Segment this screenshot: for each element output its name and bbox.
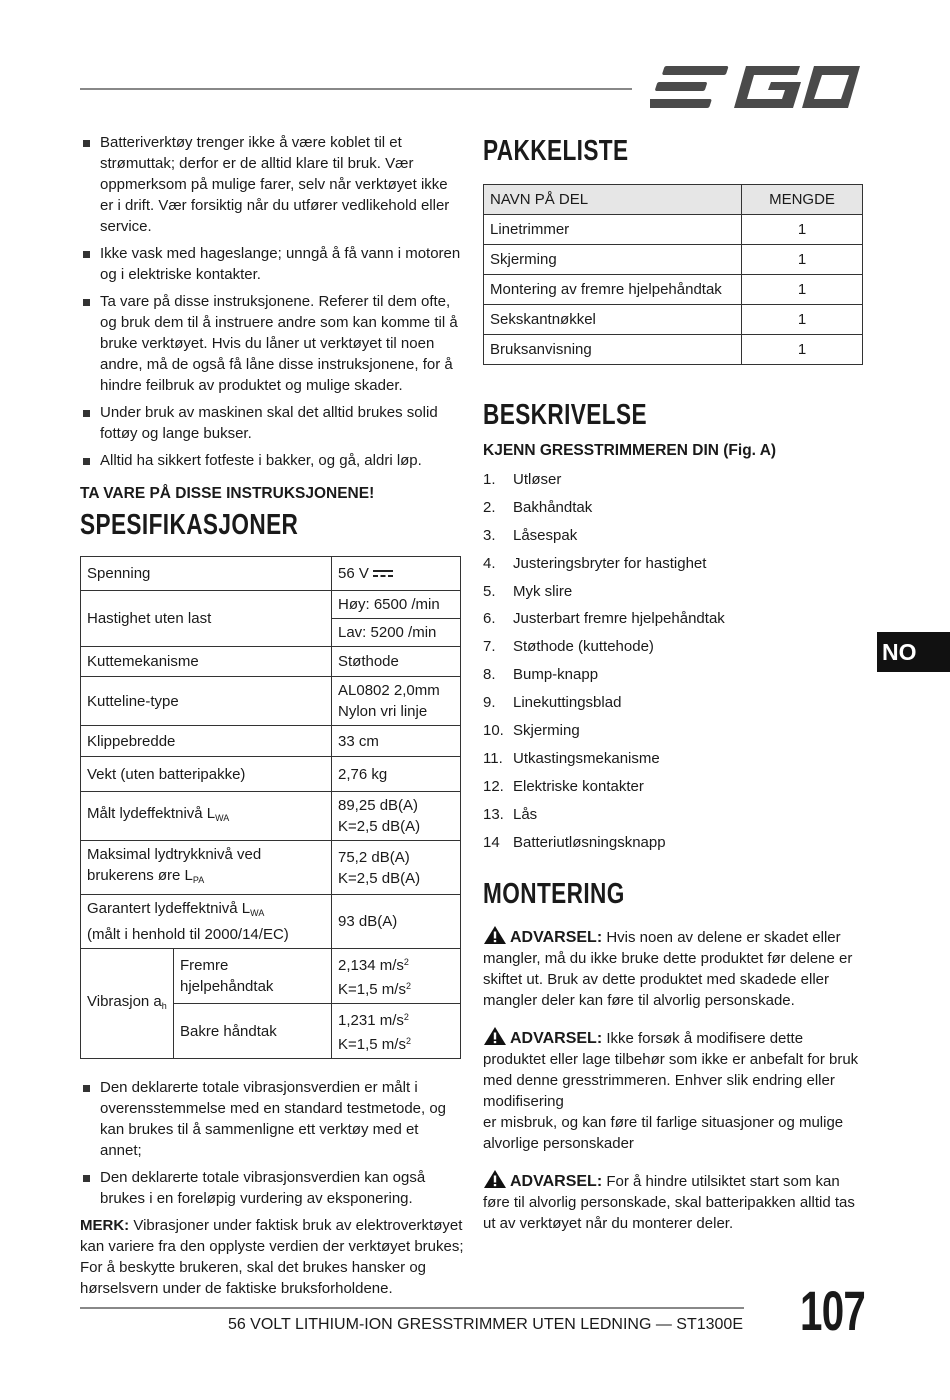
warning-paragraph	[483, 925, 863, 1011]
bullet-text: Batteriverktøy trenger ikke å være koblet til et strømuttak; derfor er de alltid klare til bruk. Vær oppmerksom på mulige farer, selv når verktøyet ikke er i drift. Vær forsiktig når du utfører vedlikehold eller service.	[100, 134, 450, 235]
lwa-value-2: K=2,5 dB(A)	[338, 818, 421, 835]
part-number: 14	[483, 833, 500, 851]
warning-label: ADVARSEL:	[510, 929, 603, 947]
list-item	[483, 494, 863, 522]
vib-rear-1: 1,231 m/s	[338, 1012, 404, 1029]
vib-rear-label: Bakre håndtak	[174, 1004, 332, 1059]
lpa-value-2: K=2,5 dB(A)	[338, 869, 421, 887]
vib-label: Vibrasjon a	[87, 992, 162, 1010]
table-row	[484, 305, 863, 335]
page-number: 107	[800, 1279, 866, 1342]
column-header-name: NAVN PÅ DEL	[484, 185, 742, 215]
table-row	[81, 757, 461, 792]
list-item	[80, 132, 464, 237]
part-label: Myk slire	[513, 582, 573, 600]
vibration-bullets	[80, 1077, 464, 1209]
vib-front-label: Fremre hjelpehåndtak	[174, 949, 332, 1004]
bullet-square-icon	[83, 1085, 90, 1092]
lwa-sub: WA	[215, 813, 230, 823]
list-item	[80, 1167, 464, 1209]
list-item	[483, 801, 863, 829]
spec-value: Støthode	[332, 647, 461, 677]
bullet-text: Under bruk av maskinen skal det alltid brukes solid fottøy og lange bukser.	[100, 404, 438, 442]
table-row	[484, 245, 863, 275]
spec-label: Kutteline-type	[81, 677, 332, 726]
part-number: 1.	[483, 471, 496, 488]
part-number: 8.	[483, 666, 496, 684]
table-row	[81, 949, 461, 1004]
table-row	[81, 841, 461, 895]
glwa-label-2: (målt i henhold til 2000/14/EC)	[87, 926, 289, 943]
table-row	[81, 792, 461, 841]
part-number: 9.	[483, 694, 496, 712]
note-paragraph	[80, 1215, 464, 1299]
mounting-heading: MONTERING	[483, 878, 625, 911]
vib-sub: h	[161, 1000, 167, 1011]
superscript: 2	[403, 1012, 409, 1022]
spec-value	[332, 677, 461, 726]
lpa-sub: PA	[192, 875, 205, 885]
part-name: Skjerming	[484, 245, 742, 275]
part-qty: 1	[742, 245, 863, 275]
right-column	[483, 132, 863, 1249]
spec-label: Klippebredde	[81, 726, 332, 757]
part-number: 12.	[483, 777, 504, 795]
list-item	[483, 522, 863, 550]
spec-value	[332, 557, 461, 591]
bullet-square-icon	[83, 458, 90, 465]
part-label: Skjerming	[513, 722, 580, 740]
table-row	[484, 335, 863, 365]
part-name: Montering av fremre hjelpehåndtak	[484, 275, 742, 305]
bullet-square-icon	[83, 251, 90, 258]
dc-current-icon	[373, 570, 393, 578]
spec-value	[332, 841, 461, 895]
header-rule	[80, 88, 632, 90]
list-item	[483, 605, 863, 633]
part-qty: 1	[742, 215, 863, 245]
description-heading: BESKRIVELSE	[483, 399, 647, 431]
table-row	[81, 726, 461, 757]
part-label: Låsespak	[513, 526, 578, 544]
part-label: Støthode (kuttehode)	[513, 638, 654, 656]
part-qty: 1	[742, 275, 863, 305]
column-header-qty: MENGDE	[742, 185, 863, 215]
bullet-text: Alltid ha sikkert fotfeste i bakker, og gå, aldri løp.	[100, 452, 422, 469]
spec-label: Hastighet uten last	[81, 591, 332, 647]
list-item	[483, 717, 863, 745]
bullet-text: Ta vare på disse instruksjonene. Referer til dem ofte, og bruk dem til å instruere andre som kan komme til å bruke verktøyet. Hvis du låner ut verktøyet til noen andre, må de også få låne disse instruksjonene, for å hindre feilbruk av produktet og mulige skader.	[100, 293, 458, 394]
warning-label: ADVARSEL:	[510, 1173, 603, 1191]
list-item	[483, 689, 863, 717]
spec-value	[332, 1004, 461, 1059]
spec-heading: SPESIFIKASJONER	[80, 509, 299, 541]
vib-front-1: 2,134 m/s	[338, 957, 404, 974]
part-qty: 1	[742, 335, 863, 365]
note-text: Vibrasjoner under faktisk bruk av elektroverktøyet kan variere fra den opplyste verdien der verktøyet brukes; For å beskytte brukeren, skal det brukes hansker og hørselsvern under de faktiske bruksforholdene.	[80, 1217, 464, 1297]
warning-triangle-icon	[483, 1169, 507, 1189]
spec-label	[81, 792, 332, 841]
spec-value: 2,76 kg	[332, 757, 461, 792]
list-item	[483, 466, 863, 494]
list-item	[80, 1077, 464, 1161]
language-tab: NO	[877, 632, 950, 672]
spec-label	[81, 895, 332, 949]
part-label: Bump-knapp	[513, 666, 599, 684]
bullet-square-icon	[83, 410, 90, 417]
list-item	[483, 829, 863, 857]
part-name: Linetrimmer	[484, 215, 742, 245]
part-name: Sekskantnøkkel	[484, 305, 742, 335]
bullet-square-icon	[83, 299, 90, 306]
list-item	[483, 578, 863, 606]
warning-text: For å hindre utilsiktet start som kan føre til alvorlig personskade, skal batteripakken alltid tas ut av verktøyet når du monterer deler.	[483, 1173, 855, 1233]
table-row	[81, 557, 461, 591]
line-value-2: Nylon vri linje	[338, 703, 428, 720]
part-label: Justerbart fremre hjelpehåndtak	[513, 610, 725, 628]
part-label: Batteriutløsningsknapp	[513, 833, 666, 851]
table-row	[81, 677, 461, 726]
part-name: Bruksanvisning	[484, 335, 742, 365]
safety-bullets	[80, 132, 464, 471]
vib-rear-2: K=1,5 m/s	[338, 1036, 406, 1053]
bullet-square-icon	[83, 1175, 90, 1182]
bullet-text: Den deklarerte totale vibrasjonsverdien kan også brukes i en foreløpig vurdering av eksponering.	[100, 1169, 426, 1207]
list-item	[80, 450, 464, 471]
part-label: Justeringsbryter for hastighet	[513, 554, 707, 572]
part-number: 13.	[483, 805, 504, 823]
spec-table	[80, 556, 461, 1059]
list-item	[483, 550, 863, 578]
warning-label: ADVARSEL:	[510, 1030, 603, 1048]
line-value-1: AL0802 2,0mm	[338, 682, 440, 699]
table-row	[484, 215, 863, 245]
pack-table	[483, 184, 863, 365]
part-label: Utløser	[513, 471, 562, 488]
table-row	[81, 647, 461, 677]
lpa-label-2: brukerens øre L	[87, 867, 193, 884]
spec-value	[332, 792, 461, 841]
footer-title: 56 VOLT LITHIUM-ION GRESSTRIMMER UTEN LEDNING — ST1300E	[227, 1316, 743, 1333]
list-item	[483, 773, 863, 801]
bullet-square-icon	[83, 140, 90, 147]
spec-value	[332, 591, 461, 647]
note-label: MERK:	[80, 1217, 130, 1234]
spec-label	[81, 841, 332, 895]
part-label: Lås	[513, 805, 538, 823]
footer-rule	[80, 1307, 744, 1309]
left-column	[80, 132, 464, 1299]
lpa-value-1: 75,2 dB(A)	[338, 848, 410, 866]
bullet-text: Den deklarerte totale vibrasjonsverdien er målt i overensstemmelse med en standard testmetode, og kan brukes til å sammenligne ett verktøy med et annet;	[100, 1079, 447, 1159]
spec-label: Vekt (uten batteripakke)	[81, 757, 332, 792]
part-number: 3.	[483, 526, 496, 544]
warning-triangle-icon	[483, 925, 507, 945]
list-item	[483, 745, 863, 773]
part-label: Elektriske kontakter	[513, 777, 644, 795]
spec-label	[81, 949, 174, 1059]
superscript: 2	[403, 957, 409, 967]
list-item	[483, 633, 863, 661]
part-number: 5.	[483, 582, 496, 600]
part-label: Linekuttingsblad	[513, 694, 622, 712]
know-your-trimmer-heading: KJENN GRESSTRIMMEREN DIN (Fig. A)	[483, 442, 777, 459]
voltage-value: 56 V	[338, 565, 369, 582]
part-number: 11.	[483, 749, 503, 767]
list-item	[80, 243, 464, 285]
table-row	[484, 275, 863, 305]
list-item	[80, 402, 464, 444]
warning-triangle-icon	[483, 1026, 507, 1046]
glwa-label-1: Garantert lydeffektnivå L	[87, 900, 251, 917]
warning-text-continued: er misbruk, og kan føre til farlige situasjoner og mulige alvorlige personskader	[483, 1114, 844, 1153]
part-number: 6.	[483, 610, 496, 628]
warning-text: Hvis noen av delene er skadet eller mangler, må du ikke bruke dette produktet før delene er skiftet ut. Bruk av dette produktet med skadede eller mangler deler kan føre til alvorlig personskade.	[483, 929, 853, 1010]
part-label: Utkastingsmekanisme	[513, 749, 660, 767]
table-header-row	[484, 185, 863, 215]
lpa-label-1: Maksimal lydtrykknivå ved	[87, 846, 262, 863]
spec-label: Kuttemekanisme	[81, 647, 332, 677]
part-number: 4.	[483, 554, 496, 572]
spec-value: 33 cm	[332, 726, 461, 757]
speed-low: Lav: 5200 /min	[338, 624, 437, 641]
speed-high: Høy: 6500 /min	[332, 591, 460, 619]
superscript: 2	[405, 1036, 411, 1046]
ego-logo	[650, 62, 862, 114]
superscript: 2	[405, 981, 411, 991]
table-row	[81, 895, 461, 949]
part-number: 7.	[483, 638, 496, 656]
part-number: 2.	[483, 498, 496, 516]
glwa-sub: WA	[250, 908, 265, 918]
warning-paragraph	[483, 1026, 863, 1154]
part-qty: 1	[742, 305, 863, 335]
pack-heading: PAKKELISTE	[483, 135, 629, 167]
warning-paragraph	[483, 1169, 863, 1234]
lwa-label: Målt lydeffektnivå L	[87, 805, 216, 822]
spec-value: 93 dB(A)	[332, 895, 461, 949]
lwa-value-1: 89,25 dB(A)	[338, 797, 419, 814]
parts-list	[483, 466, 863, 856]
list-item	[483, 661, 863, 689]
bullet-text: Ikke vask med hageslange; unngå å få vann i motoren og i elektriske kontakter.	[100, 245, 461, 283]
vib-front-2: K=1,5 m/s	[338, 981, 406, 998]
save-instructions-heading: TA VARE PÅ DISSE INSTRUKSJONENE!	[80, 485, 375, 502]
part-label: Bakhåndtak	[513, 498, 593, 516]
table-row	[81, 591, 461, 647]
part-number: 10.	[483, 722, 504, 740]
spec-value	[332, 949, 461, 1004]
warning-text: Ikke forsøk å modifisere dette produktet eller lage tilbehør som ikke er anbefalt for bruk med denne gresstrimmeren. Enhver slik endring eller modifisering	[483, 1030, 859, 1111]
spec-label: Spenning	[81, 557, 332, 591]
list-item	[80, 291, 464, 396]
